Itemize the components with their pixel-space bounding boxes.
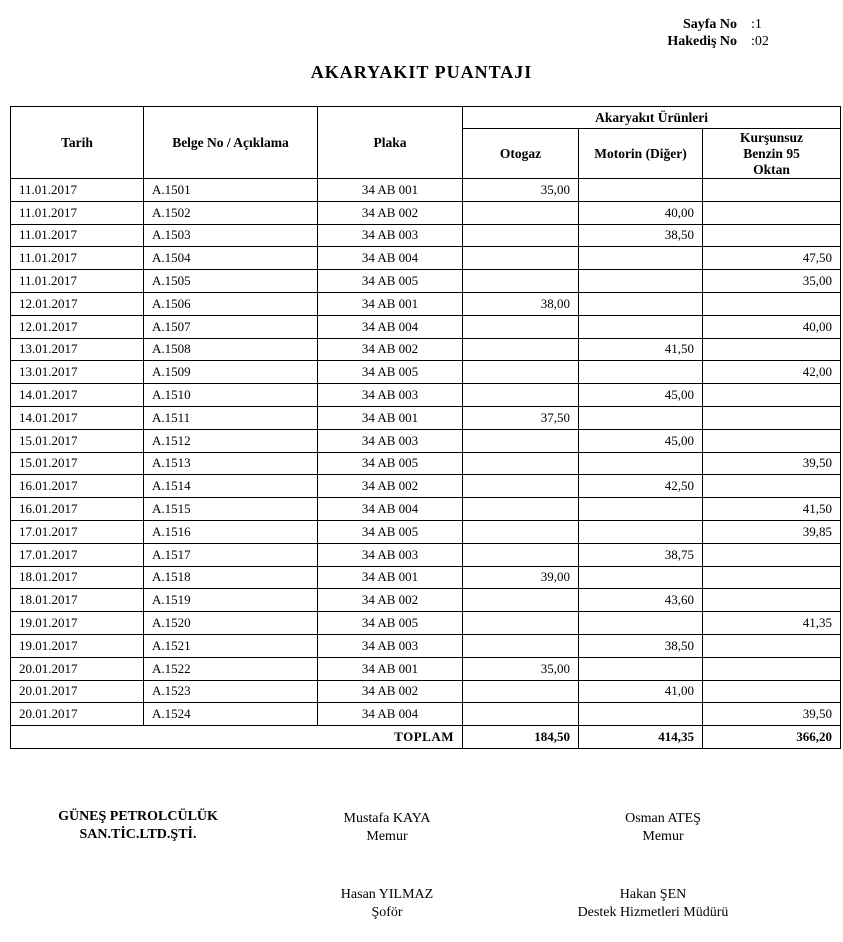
table-footer bbox=[11, 726, 841, 749]
cell-motorin: 38,75 bbox=[579, 543, 703, 566]
cell-motorin bbox=[579, 452, 703, 475]
cell-tarih: 15.01.2017 bbox=[11, 452, 144, 475]
cell-otogaz bbox=[463, 315, 579, 338]
cell-motorin bbox=[579, 361, 703, 384]
sayfa-no-row bbox=[647, 16, 785, 33]
signer-title: Şoför bbox=[371, 905, 403, 920]
cell-otogaz bbox=[463, 520, 579, 543]
toplam-kursunsuz: 366,20 bbox=[703, 726, 841, 749]
cell-plaka: 34 AB 005 bbox=[318, 361, 463, 384]
cell-motorin bbox=[579, 179, 703, 202]
cell-tarih: 16.01.2017 bbox=[11, 498, 144, 521]
sayfa-no-value: :1 bbox=[751, 17, 762, 32]
cell-kursunsuz bbox=[703, 292, 841, 315]
cell-otogaz bbox=[463, 384, 579, 407]
cell-kursunsuz bbox=[703, 179, 841, 202]
cell-kursunsuz bbox=[703, 680, 841, 703]
cell-plaka: 34 AB 001 bbox=[318, 179, 463, 202]
cell-plaka: 34 AB 003 bbox=[318, 429, 463, 452]
cell-plaka: 34 AB 003 bbox=[318, 634, 463, 657]
cell-plaka: 34 AB 001 bbox=[318, 292, 463, 315]
table-row bbox=[11, 179, 841, 202]
cell-kursunsuz: 42,00 bbox=[703, 361, 841, 384]
cell-motorin: 43,60 bbox=[579, 589, 703, 612]
cell-otogaz bbox=[463, 612, 579, 635]
company-name-line1: GÜNEŞ PETROLCÜLÜK bbox=[58, 809, 218, 824]
fuel-score-table bbox=[10, 106, 841, 749]
col-header-motorin: Motorin (Diğer) bbox=[579, 129, 703, 179]
cell-motorin: 41,50 bbox=[579, 338, 703, 361]
cell-plaka: 34 AB 002 bbox=[318, 589, 463, 612]
table-row bbox=[11, 338, 841, 361]
cell-kursunsuz: 39,50 bbox=[703, 703, 841, 726]
cell-kursunsuz: 39,50 bbox=[703, 452, 841, 475]
cell-tarih: 17.01.2017 bbox=[11, 543, 144, 566]
signer-title: Memur bbox=[642, 829, 684, 844]
cell-tarih: 12.01.2017 bbox=[11, 292, 144, 315]
cell-tarih: 11.01.2017 bbox=[11, 247, 144, 270]
cell-plaka: 34 AB 004 bbox=[318, 498, 463, 521]
cell-belge: A.1513 bbox=[144, 452, 318, 475]
cell-plaka: 34 AB 001 bbox=[318, 657, 463, 680]
cell-plaka: 34 AB 004 bbox=[318, 247, 463, 270]
cell-kursunsuz bbox=[703, 429, 841, 452]
table-row bbox=[11, 498, 841, 521]
hakedis-no-value: :02 bbox=[751, 34, 769, 49]
table-row bbox=[11, 384, 841, 407]
cell-motorin bbox=[579, 498, 703, 521]
cell-kursunsuz bbox=[703, 338, 841, 361]
signer-name: Hasan YILMAZ bbox=[340, 887, 434, 902]
cell-plaka: 34 AB 002 bbox=[318, 475, 463, 498]
signature-ates bbox=[558, 810, 768, 846]
cell-plaka: 34 AB 004 bbox=[318, 315, 463, 338]
cell-belge: A.1512 bbox=[144, 429, 318, 452]
cell-otogaz: 38,00 bbox=[463, 292, 579, 315]
cell-belge: A.1522 bbox=[144, 657, 318, 680]
hakedis-no-row bbox=[647, 33, 785, 50]
cell-tarih: 12.01.2017 bbox=[11, 315, 144, 338]
cell-belge: A.1503 bbox=[144, 224, 318, 247]
cell-motorin: 45,00 bbox=[579, 429, 703, 452]
table-row bbox=[11, 612, 841, 635]
cell-belge: A.1511 bbox=[144, 406, 318, 429]
table-row bbox=[11, 429, 841, 452]
cell-plaka: 34 AB 005 bbox=[318, 612, 463, 635]
cell-tarih: 11.01.2017 bbox=[11, 224, 144, 247]
cell-motorin bbox=[579, 612, 703, 635]
cell-kursunsuz: 41,50 bbox=[703, 498, 841, 521]
cell-belge: A.1510 bbox=[144, 384, 318, 407]
toplam-row bbox=[11, 726, 841, 749]
signer-title: Memur bbox=[366, 829, 408, 844]
cell-kursunsuz bbox=[703, 475, 841, 498]
cell-belge: A.1502 bbox=[144, 201, 318, 224]
cell-motorin bbox=[579, 406, 703, 429]
cell-tarih: 13.01.2017 bbox=[11, 338, 144, 361]
table-body bbox=[11, 179, 841, 726]
hakedis-no-label: Hakediş No bbox=[667, 34, 737, 49]
cell-otogaz bbox=[463, 703, 579, 726]
cell-otogaz bbox=[463, 270, 579, 293]
cell-belge: A.1501 bbox=[144, 179, 318, 202]
cell-plaka: 34 AB 001 bbox=[318, 406, 463, 429]
cell-belge: A.1514 bbox=[144, 475, 318, 498]
cell-kursunsuz bbox=[703, 589, 841, 612]
cell-plaka: 34 AB 004 bbox=[318, 703, 463, 726]
col-header-otogaz: Otogaz bbox=[463, 129, 579, 179]
toplam-motorin: 414,35 bbox=[579, 726, 703, 749]
cell-kursunsuz bbox=[703, 201, 841, 224]
page-title: AKARYAKIT PUANTAJI bbox=[310, 62, 533, 82]
cell-tarih: 19.01.2017 bbox=[11, 634, 144, 657]
cell-kursunsuz bbox=[703, 566, 841, 589]
cell-motorin: 38,50 bbox=[579, 224, 703, 247]
cell-otogaz bbox=[463, 429, 579, 452]
cell-kursunsuz bbox=[703, 634, 841, 657]
cell-tarih: 18.01.2017 bbox=[11, 589, 144, 612]
cell-motorin: 38,50 bbox=[579, 634, 703, 657]
table-row bbox=[11, 657, 841, 680]
cell-motorin: 41,00 bbox=[579, 680, 703, 703]
col-header-plaka: Plaka bbox=[318, 107, 463, 179]
cell-tarih: 18.01.2017 bbox=[11, 566, 144, 589]
cell-motorin: 40,00 bbox=[579, 201, 703, 224]
page-info bbox=[647, 16, 785, 50]
cell-otogaz bbox=[463, 201, 579, 224]
cell-belge: A.1506 bbox=[144, 292, 318, 315]
cell-plaka: 34 AB 005 bbox=[318, 270, 463, 293]
cell-tarih: 19.01.2017 bbox=[11, 612, 144, 635]
cell-otogaz: 35,00 bbox=[463, 179, 579, 202]
cell-belge: A.1508 bbox=[144, 338, 318, 361]
cell-kursunsuz: 39,85 bbox=[703, 520, 841, 543]
cell-belge: A.1524 bbox=[144, 703, 318, 726]
signer-name: Mustafa KAYA bbox=[343, 811, 431, 826]
cell-belge: A.1517 bbox=[144, 543, 318, 566]
cell-plaka: 34 AB 003 bbox=[318, 543, 463, 566]
cell-otogaz bbox=[463, 224, 579, 247]
signature-yilmaz bbox=[287, 886, 487, 922]
table-row bbox=[11, 520, 841, 543]
cell-belge: A.1516 bbox=[144, 520, 318, 543]
table-row bbox=[11, 224, 841, 247]
cell-tarih: 15.01.2017 bbox=[11, 429, 144, 452]
table-row bbox=[11, 589, 841, 612]
col-header-group: Akaryakıt Ürünleri bbox=[463, 107, 841, 129]
table-row bbox=[11, 634, 841, 657]
cell-motorin bbox=[579, 292, 703, 315]
cell-tarih: 20.01.2017 bbox=[11, 680, 144, 703]
cell-otogaz: 37,50 bbox=[463, 406, 579, 429]
cell-kursunsuz: 47,50 bbox=[703, 247, 841, 270]
cell-belge: A.1518 bbox=[144, 566, 318, 589]
cell-otogaz bbox=[463, 543, 579, 566]
table-row bbox=[11, 475, 841, 498]
toplam-label: TOPLAM bbox=[11, 726, 463, 749]
cell-otogaz: 35,00 bbox=[463, 657, 579, 680]
cell-tarih: 11.01.2017 bbox=[11, 179, 144, 202]
cell-motorin bbox=[579, 703, 703, 726]
cell-plaka: 34 AB 003 bbox=[318, 384, 463, 407]
col-header-belge: Belge No / Açıklama bbox=[144, 107, 318, 179]
cell-belge: A.1519 bbox=[144, 589, 318, 612]
cell-kursunsuz: 40,00 bbox=[703, 315, 841, 338]
cell-motorin bbox=[579, 270, 703, 293]
table-row bbox=[11, 406, 841, 429]
table-row bbox=[11, 270, 841, 293]
cell-belge: A.1520 bbox=[144, 612, 318, 635]
cell-motorin: 42,50 bbox=[579, 475, 703, 498]
cell-tarih: 11.01.2017 bbox=[11, 201, 144, 224]
signature-company bbox=[18, 808, 258, 844]
cell-tarih: 14.01.2017 bbox=[11, 406, 144, 429]
cell-otogaz bbox=[463, 634, 579, 657]
col-header-kursunsuz-text: Kurşunsuz Benzin 95 Oktan bbox=[740, 129, 804, 177]
cell-otogaz bbox=[463, 247, 579, 270]
cell-kursunsuz: 35,00 bbox=[703, 270, 841, 293]
cell-otogaz bbox=[463, 498, 579, 521]
table-row bbox=[11, 315, 841, 338]
cell-belge: A.1509 bbox=[144, 361, 318, 384]
cell-tarih: 13.01.2017 bbox=[11, 361, 144, 384]
cell-otogaz bbox=[463, 338, 579, 361]
table-row bbox=[11, 247, 841, 270]
cell-kursunsuz bbox=[703, 384, 841, 407]
cell-kursunsuz bbox=[703, 657, 841, 680]
cell-otogaz: 39,00 bbox=[463, 566, 579, 589]
cell-motorin bbox=[579, 657, 703, 680]
cell-belge: A.1504 bbox=[144, 247, 318, 270]
table-row bbox=[11, 292, 841, 315]
cell-tarih: 20.01.2017 bbox=[11, 657, 144, 680]
table-row bbox=[11, 680, 841, 703]
cell-otogaz bbox=[463, 361, 579, 384]
cell-motorin bbox=[579, 247, 703, 270]
table-row bbox=[11, 566, 841, 589]
signer-name: Hakan ŞEN bbox=[619, 887, 687, 902]
toplam-otogaz: 184,50 bbox=[463, 726, 579, 749]
cell-plaka: 34 AB 002 bbox=[318, 201, 463, 224]
table-row bbox=[11, 703, 841, 726]
table-row bbox=[11, 452, 841, 475]
company-name-line2: SAN.TİC.LTD.ŞTİ. bbox=[79, 827, 197, 842]
cell-plaka: 34 AB 005 bbox=[318, 520, 463, 543]
table-header bbox=[11, 107, 841, 179]
table-row bbox=[11, 543, 841, 566]
cell-belge: A.1515 bbox=[144, 498, 318, 521]
cell-motorin bbox=[579, 520, 703, 543]
cell-motorin bbox=[579, 315, 703, 338]
cell-otogaz bbox=[463, 680, 579, 703]
cell-otogaz bbox=[463, 589, 579, 612]
signature-sen bbox=[528, 886, 778, 922]
sayfa-no-label: Sayfa No bbox=[682, 17, 737, 32]
cell-belge: A.1507 bbox=[144, 315, 318, 338]
cell-plaka: 34 AB 001 bbox=[318, 566, 463, 589]
cell-belge: A.1523 bbox=[144, 680, 318, 703]
cell-plaka: 34 AB 005 bbox=[318, 452, 463, 475]
cell-tarih: 11.01.2017 bbox=[11, 270, 144, 293]
cell-belge: A.1521 bbox=[144, 634, 318, 657]
signer-title: Destek Hizmetleri Müdürü bbox=[577, 905, 729, 920]
signer-name: Osman ATEŞ bbox=[625, 811, 701, 826]
cell-kursunsuz bbox=[703, 224, 841, 247]
cell-tarih: 14.01.2017 bbox=[11, 384, 144, 407]
signature-kaya bbox=[287, 810, 487, 846]
table-row bbox=[11, 361, 841, 384]
cell-kursunsuz: 41,35 bbox=[703, 612, 841, 635]
cell-otogaz bbox=[463, 452, 579, 475]
col-header-kursunsuz bbox=[703, 129, 841, 179]
cell-plaka: 34 AB 002 bbox=[318, 338, 463, 361]
cell-tarih: 16.01.2017 bbox=[11, 475, 144, 498]
cell-plaka: 34 AB 002 bbox=[318, 680, 463, 703]
cell-kursunsuz bbox=[703, 543, 841, 566]
cell-otogaz bbox=[463, 475, 579, 498]
cell-belge: A.1505 bbox=[144, 270, 318, 293]
cell-motorin bbox=[579, 566, 703, 589]
cell-plaka: 34 AB 003 bbox=[318, 224, 463, 247]
cell-tarih: 20.01.2017 bbox=[11, 703, 144, 726]
table-row bbox=[11, 201, 841, 224]
cell-kursunsuz bbox=[703, 406, 841, 429]
cell-motorin: 45,00 bbox=[579, 384, 703, 407]
cell-tarih: 17.01.2017 bbox=[11, 520, 144, 543]
col-header-tarih: Tarih bbox=[11, 107, 144, 179]
